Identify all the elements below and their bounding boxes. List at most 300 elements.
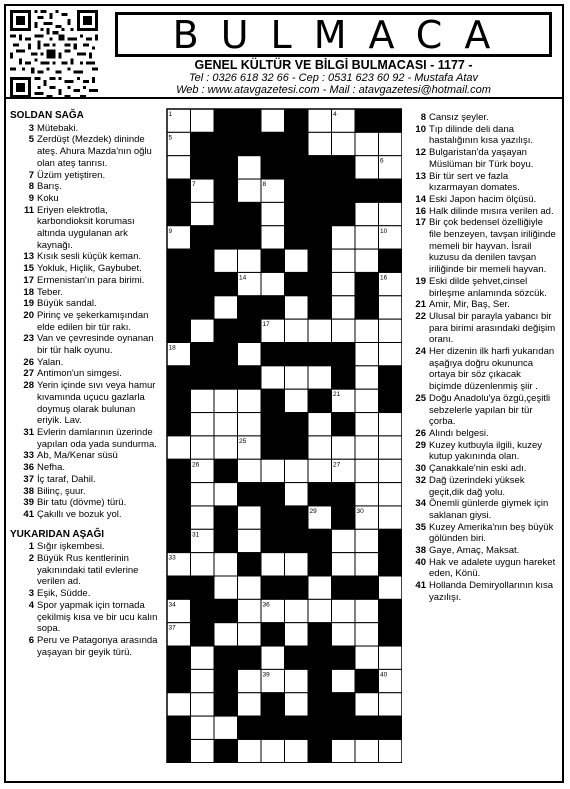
clue-number: 35 (415, 521, 426, 533)
grid-cell-number: 6 (380, 157, 384, 165)
clue-number: 23 (23, 333, 34, 345)
clue-text: Eşik, Südde. (37, 588, 91, 600)
grid-cell[interactable] (191, 202, 215, 225)
grid-cell[interactable] (191, 413, 215, 436)
clue-item (404, 171, 556, 194)
grid-block-cell (285, 576, 309, 599)
grid-cell[interactable] (167, 156, 191, 179)
clue-text: Sığır işkembesi. (37, 541, 105, 553)
header-divider (4, 97, 564, 99)
grid-block-cell (355, 179, 379, 202)
clue-text: Alındı belgesi. (429, 427, 489, 439)
grid-cell-number: 28 (286, 507, 294, 515)
grid-block-cell (191, 599, 215, 622)
grid-cell[interactable] (238, 693, 262, 716)
crossword-grid[interactable] (166, 108, 402, 763)
clue-item (404, 299, 556, 311)
clue-text: Çanakkale'nin eski adı. (429, 463, 527, 475)
grid-block-cell (238, 716, 262, 739)
grid-cell[interactable] (355, 343, 379, 366)
grid-cell[interactable] (214, 716, 238, 739)
grid-cell[interactable] (285, 319, 309, 342)
clue-number: 10 (415, 123, 426, 135)
grid-block-cell (167, 296, 191, 319)
grid-cell[interactable] (261, 739, 285, 762)
clue-item (404, 475, 556, 498)
grid-cell[interactable] (355, 693, 379, 716)
grid-block-cell (261, 156, 285, 179)
grid-block-cell (214, 366, 238, 389)
clue-item (10, 357, 160, 369)
grid-cell[interactable] (238, 739, 262, 762)
grid-cell[interactable] (379, 202, 403, 225)
grid-cell[interactable] (332, 272, 356, 295)
grid-cell[interactable] (261, 366, 285, 389)
grid-block-cell (214, 459, 238, 482)
clue-text: Ab, Ma/Kenar süsü (37, 450, 118, 462)
grid-cell-number: 19 (168, 391, 176, 399)
grid-cell[interactable] (308, 459, 332, 482)
grid-cell[interactable] (261, 646, 285, 669)
grid-cell-number: 41 (215, 694, 223, 702)
grid-cell[interactable] (238, 506, 262, 529)
clue-number: 13 (415, 170, 426, 182)
grid-block-cell (167, 249, 191, 272)
grid-cell[interactable] (308, 319, 332, 342)
grid-cell[interactable] (191, 669, 215, 692)
grid-block-cell (285, 179, 309, 202)
clue-number: 16 (415, 205, 426, 217)
grid-cell[interactable] (167, 693, 191, 716)
grid-cell[interactable] (379, 132, 403, 155)
grid-block-cell (379, 249, 403, 272)
clue-text: Peru ve Patagonya arasında yaşayan bir geyik türü. (37, 634, 158, 658)
web-line: Web : www.atavgazetesi.com - Mail : atavgazetesi@hotmail.com (176, 84, 491, 96)
clue-number: 28 (23, 380, 34, 392)
grid-cell-number: 34 (168, 601, 176, 609)
clue-text: Teber. (37, 286, 63, 298)
grid-block-cell (332, 202, 356, 225)
clue-text: Bir tatu (dövme) türü. (37, 497, 127, 509)
grid-cell[interactable] (238, 576, 262, 599)
grid-block-cell (332, 506, 356, 529)
grid-cell[interactable] (355, 413, 379, 436)
grid-cell[interactable] (285, 599, 309, 622)
clue-text: Gaye, Amaç, Maksat. (429, 545, 520, 557)
grid-block-cell (167, 413, 191, 436)
grid-block-cell (379, 599, 403, 622)
grid-block-cell (355, 669, 379, 692)
grid-block-cell (261, 716, 285, 739)
grid-cell[interactable] (355, 646, 379, 669)
grid-block-cell (261, 576, 285, 599)
clue-item (10, 635, 160, 658)
grid-block-cell (167, 459, 191, 482)
grid-cell[interactable] (167, 436, 191, 459)
grid-cell[interactable] (261, 202, 285, 225)
down-clue-list-continued (404, 112, 556, 604)
grid-cell[interactable] (285, 249, 309, 272)
grid-cell[interactable] (355, 436, 379, 459)
grid-cell[interactable] (214, 413, 238, 436)
contact-line: Tel : 0326 618 32 66 - Cep : 0531 623 60 92 - Mustafa Atav (188, 72, 479, 84)
clue-text: Mütebaki. (37, 122, 79, 134)
grid-cell[interactable] (214, 389, 238, 412)
clue-item (10, 298, 160, 310)
clue-number: 19 (415, 275, 426, 287)
grid-cell[interactable] (191, 436, 215, 459)
grid-cell-number: 13 (192, 274, 200, 282)
grid-cell[interactable] (379, 739, 403, 762)
grid-cell[interactable] (379, 343, 403, 366)
grid-block-cell (214, 646, 238, 669)
grid-cell[interactable] (332, 669, 356, 692)
grid-cell[interactable] (191, 646, 215, 669)
clue-item (10, 462, 160, 474)
grid-cell[interactable] (238, 669, 262, 692)
grid-block-cell (379, 109, 403, 132)
grid-cell-number: 30 (356, 507, 364, 515)
grid-cell[interactable] (261, 109, 285, 132)
clue-number: 7 (28, 169, 34, 181)
grid-cell[interactable] (285, 296, 309, 319)
grid-cell[interactable] (355, 319, 379, 342)
clue-number: 38 (23, 485, 34, 497)
grid-block-cell (261, 623, 285, 646)
clue-item (10, 193, 160, 205)
grid-cell[interactable] (379, 506, 403, 529)
grid-cell[interactable] (238, 249, 262, 272)
grid-block-cell (285, 226, 309, 249)
grid-block-cell (191, 132, 215, 155)
clue-item (404, 440, 556, 463)
grid-cell-number: 8 (262, 181, 267, 189)
grid-block-cell (167, 319, 191, 342)
grid-block-cell (191, 249, 215, 272)
grid-cell[interactable] (238, 343, 262, 366)
grid-cell-number: 29 (309, 507, 317, 515)
grid-cell[interactable] (191, 739, 215, 762)
grid-block-cell (285, 436, 309, 459)
grid-cell[interactable] (261, 459, 285, 482)
clue-item (404, 124, 556, 147)
grid-cell[interactable] (191, 506, 215, 529)
clue-item (10, 368, 160, 380)
grid-block-cell (261, 296, 285, 319)
clue-number: 6 (28, 634, 34, 646)
grid-cell-number: 20 (309, 391, 317, 399)
clue-item (10, 134, 160, 169)
grid-block-cell (355, 716, 379, 739)
clue-text: Cansız şeyler. (429, 112, 489, 123)
clue-number: 17 (415, 217, 426, 229)
grid-block-cell (261, 693, 285, 716)
clue-item (404, 393, 556, 428)
grid-cell[interactable] (285, 459, 309, 482)
grid-cell[interactable] (261, 272, 285, 295)
clue-item (404, 346, 556, 393)
down-clue-list (10, 541, 160, 658)
clue-number: 31 (23, 426, 34, 438)
clue-item (10, 509, 160, 521)
grid-cell[interactable] (355, 553, 379, 576)
clue-number: 26 (415, 427, 426, 439)
clue-text: Kısık sesli küçük keman. (37, 251, 142, 263)
clue-number: 32 (415, 474, 426, 486)
clue-number: 12 (415, 147, 426, 159)
down-heading: YUKARIDAN AŞAĞI (10, 528, 105, 540)
grid-cell[interactable] (285, 623, 309, 646)
grid-block-cell (191, 156, 215, 179)
grid-cell-number: 12 (309, 251, 317, 259)
grid-cell[interactable] (332, 296, 356, 319)
grid-block-cell (261, 389, 285, 412)
clue-number: 22 (415, 310, 426, 322)
grid-cell[interactable] (379, 436, 403, 459)
grid-cell[interactable] (285, 669, 309, 692)
clue-text: Hak ve adalete uygun hareket eden, Könü. (429, 556, 556, 580)
grid-cell[interactable] (308, 109, 332, 132)
grid-block-cell (355, 109, 379, 132)
grid-cell[interactable] (355, 226, 379, 249)
clue-text: Yokluk, Hiçlik, Gaybubet. (37, 263, 142, 275)
grid-cell[interactable] (261, 553, 285, 576)
grid-cell-number: 40 (380, 671, 388, 679)
grid-block-cell (214, 132, 238, 155)
grid-cell[interactable] (191, 319, 215, 342)
clue-text: Eski Japon hacim ölçüsü. (429, 193, 537, 205)
grid-cell-number: 26 (192, 461, 200, 469)
grid-block-cell (167, 529, 191, 552)
grid-block-cell (308, 693, 332, 716)
grid-cell[interactable] (379, 319, 403, 342)
grid-block-cell (379, 366, 403, 389)
grid-cell[interactable] (379, 459, 403, 482)
grid-block-cell (214, 669, 238, 692)
grid-cell[interactable] (308, 576, 332, 599)
grid-cell[interactable] (332, 249, 356, 272)
clue-item (10, 251, 160, 263)
grid-block-cell (355, 576, 379, 599)
grid-cell[interactable] (238, 623, 262, 646)
across-heading: SOLDAN SAĞA (10, 110, 84, 121)
clue-item (10, 310, 160, 333)
grid-cell[interactable] (355, 156, 379, 179)
clue-number: 41 (415, 580, 426, 592)
qr-code-icon (10, 10, 98, 98)
grid-cell[interactable] (332, 529, 356, 552)
clue-number: 40 (415, 556, 426, 568)
clue-number: 3 (28, 122, 34, 134)
grid-cell[interactable] (191, 553, 215, 576)
grid-cell[interactable] (238, 529, 262, 552)
grid-cell-number: 9 (168, 227, 173, 235)
grid-block-cell (167, 179, 191, 202)
grid-cell[interactable] (285, 366, 309, 389)
clue-item (404, 311, 556, 346)
grid-cell[interactable] (379, 693, 403, 716)
grid-block-cell (285, 646, 309, 669)
grid-cell[interactable] (238, 459, 262, 482)
clue-item (10, 123, 160, 135)
grid-block-cell (238, 202, 262, 225)
clue-item (10, 600, 160, 635)
clue-item (404, 498, 556, 521)
grid-cell[interactable] (238, 599, 262, 622)
grid-cell[interactable] (308, 436, 332, 459)
grid-block-cell (285, 529, 309, 552)
clue-item (10, 427, 160, 450)
grid-cell[interactable] (308, 413, 332, 436)
grid-cell-number: 25 (239, 437, 247, 445)
grid-block-cell (167, 716, 191, 739)
grid-cell[interactable] (214, 436, 238, 459)
grid-block-cell (379, 623, 403, 646)
grid-cell[interactable] (379, 413, 403, 436)
grid-cell[interactable] (379, 646, 403, 669)
page-title: BULMACA (172, 12, 513, 57)
grid-cell[interactable] (214, 296, 238, 319)
grid-cell[interactable] (332, 739, 356, 762)
grid-block-cell (214, 226, 238, 249)
grid-block-cell (167, 739, 191, 762)
grid-cell[interactable] (355, 132, 379, 155)
clue-item (10, 275, 160, 287)
grid-cell[interactable] (261, 226, 285, 249)
grid-cell[interactable] (285, 693, 309, 716)
grid-cell-number: 22 (380, 391, 388, 399)
clue-item (10, 263, 160, 275)
grid-cell[interactable] (214, 249, 238, 272)
grid-cell[interactable] (332, 132, 356, 155)
grid-cell[interactable] (355, 366, 379, 389)
grid-block-cell (214, 343, 238, 366)
grid-cell[interactable] (238, 413, 262, 436)
grid-cell[interactable] (332, 436, 356, 459)
grid-cell[interactable] (285, 483, 309, 506)
grid-cell-number: 33 (168, 554, 176, 562)
grid-cell[interactable] (379, 576, 403, 599)
grid-cell-number: 2 (215, 111, 220, 118)
grid-cell[interactable] (214, 553, 238, 576)
grid-cell[interactable] (308, 366, 332, 389)
clue-item (404, 580, 556, 603)
grid-cell[interactable] (285, 739, 309, 762)
grid-cell[interactable] (191, 109, 215, 132)
grid-cell[interactable] (214, 623, 238, 646)
clue-item (404, 463, 556, 475)
clue-text: Barış. (37, 181, 62, 193)
clue-text: Kuzey kutbuyla ilgili, kuzey kutup yakınında olan. (429, 439, 542, 463)
grid-block-cell (332, 179, 356, 202)
grid-cell[interactable] (355, 739, 379, 762)
grid-cell[interactable] (355, 389, 379, 412)
grid-cell-number: 4 (333, 111, 337, 118)
grid-cell[interactable] (332, 623, 356, 646)
clue-text: Bulgaristan'da yaşayan Müslüman bir Türk boyu. (429, 147, 534, 170)
grid-cell[interactable] (191, 716, 215, 739)
grid-block-cell (167, 669, 191, 692)
grid-cell[interactable] (285, 553, 309, 576)
clue-number: 37 (23, 473, 34, 485)
clue-text: Bir çok bedensel özelliğiyle file benzeyen, tavşan iriliğinde memeli bir hayvan. İsrail kuzusu da denilen tavşan iriliğinde bir memeli hayvan. (429, 217, 556, 276)
grid-cell[interactable] (191, 693, 215, 716)
grid-cell[interactable] (308, 132, 332, 155)
grid-cell[interactable] (355, 202, 379, 225)
grid-cell[interactable] (355, 529, 379, 552)
grid-cell-number: 5 (168, 134, 173, 142)
clue-number: 41 (23, 508, 34, 520)
grid-block-cell (238, 483, 262, 506)
grid-cell[interactable] (355, 483, 379, 506)
grid-block-cell (214, 319, 238, 342)
grid-cell-number: 39 (262, 671, 270, 679)
grid-cell[interactable] (379, 296, 403, 319)
clue-number: 33 (23, 450, 34, 462)
grid-cell[interactable] (238, 389, 262, 412)
clue-item (10, 380, 160, 427)
grid-block-cell (167, 202, 191, 225)
grid-cell[interactable] (285, 389, 309, 412)
grid-cell[interactable] (355, 623, 379, 646)
grid-cell[interactable] (379, 483, 403, 506)
grid-cell[interactable] (214, 576, 238, 599)
grid-cell-number: 11 (262, 251, 270, 259)
grid-block-cell (355, 296, 379, 319)
grid-cell-number: 10 (380, 227, 388, 235)
clue-number: 2 (28, 553, 34, 565)
grid-cell-number: 23 (262, 414, 270, 422)
clue-item (404, 545, 556, 557)
grid-block-cell (214, 272, 238, 295)
grid-block-cell (167, 506, 191, 529)
grid-cell[interactable] (332, 599, 356, 622)
grid-cell[interactable] (191, 389, 215, 412)
clue-number: 1 (28, 541, 34, 553)
clue-text: Ulusal bir parayla yabancı bir para birimi arasındaki değişim oranı. (429, 310, 556, 346)
grid-block-cell (285, 272, 309, 295)
grid-cell[interactable] (238, 156, 262, 179)
grid-cell[interactable] (332, 319, 356, 342)
subtitle: GENEL KÜLTÜR VE BİLGİ BULMACASI - 1177 - (194, 58, 473, 72)
grid-block-cell (308, 669, 332, 692)
clue-text: Çakıllı ve bozuk yol. (37, 508, 122, 520)
title-box (115, 12, 552, 57)
clue-text: Yerin içinde sıvı veya hamur kıvamında uçucu gazlarla doymuş olarak bulunan eriyik. Lav. (37, 380, 156, 427)
clue-text: Önemli günlerde giymek için saklanan giysi. (429, 498, 549, 521)
clue-item (10, 450, 160, 462)
grid-cell[interactable] (355, 599, 379, 622)
grid-cell[interactable] (355, 459, 379, 482)
grid-cell[interactable] (191, 483, 215, 506)
clue-number: 4 (28, 599, 34, 611)
grid-cell[interactable] (214, 483, 238, 506)
grid-cell[interactable] (355, 249, 379, 272)
clue-number: 29 (415, 439, 426, 451)
grid-block-cell (238, 296, 262, 319)
clue-number: 5 (28, 134, 34, 146)
grid-cell[interactable] (238, 179, 262, 202)
clue-text: Pirinç ve şekerkamışından elde edilen bir tür rakı. (37, 309, 149, 333)
grid-cell-number: 24 (286, 414, 294, 422)
grid-cell[interactable] (332, 553, 356, 576)
grid-cell-number: 3 (286, 111, 290, 118)
grid-cell[interactable] (332, 226, 356, 249)
clue-number: 3 (28, 588, 34, 600)
clue-item (404, 217, 556, 276)
grid-cell[interactable] (308, 599, 332, 622)
clue-number: 14 (415, 193, 426, 205)
